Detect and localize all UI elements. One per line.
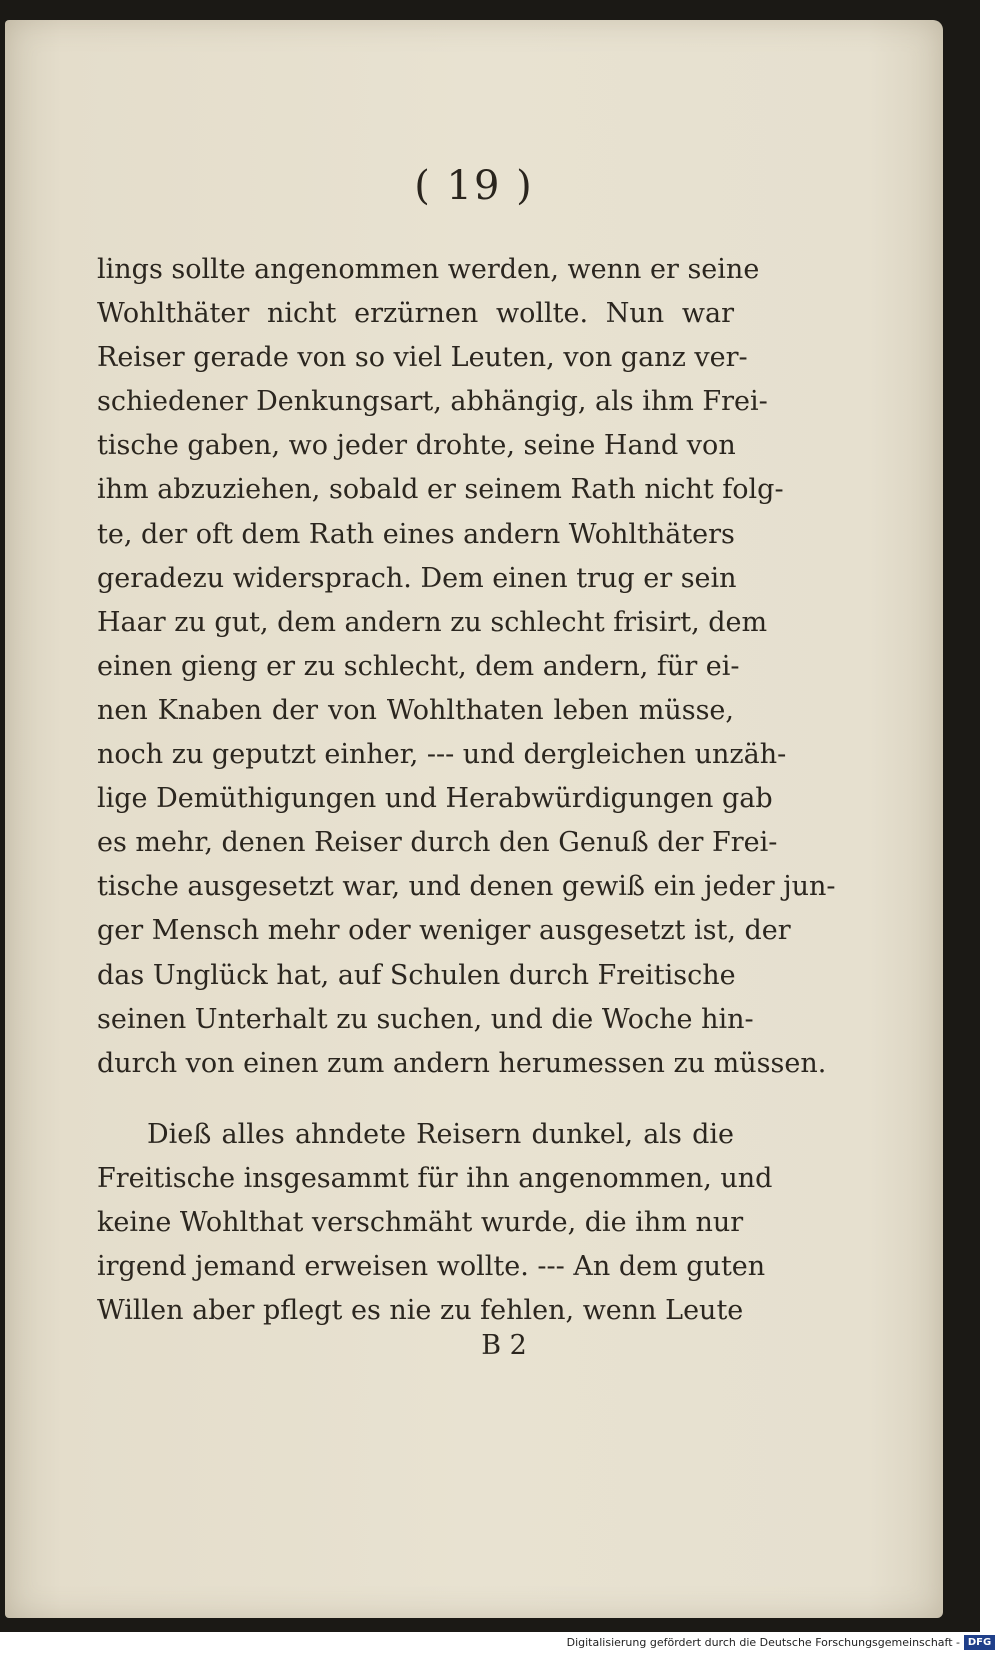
text-line: schiedener Denkungsart, abhängig, als ihm Frei- xyxy=(97,386,768,418)
text-line: Freitische insgesammt für ihn angenommen, und xyxy=(97,1163,773,1195)
text-line: durch von einen zum andern herumessen zu müssen. xyxy=(97,1047,827,1079)
text-line: lings sollte angenommen werden, wenn er seine xyxy=(97,254,760,285)
text-line: ihm abzuziehen, sobald er seinem Rath nicht folg- xyxy=(97,474,784,506)
text-line: Reiser gerade von so viel Leuten, von ganz ver- xyxy=(97,342,748,374)
text-line: einen gieng er zu schlecht, dem andern, für ei- xyxy=(97,650,740,682)
text-line: Willen aber pflegt es nie zu fehlen, wenn Leute xyxy=(97,1295,744,1327)
digitization-credit: Digitalisierung gefördert durch die Deutsche Forschungsgemeinschaft - xyxy=(566,1636,960,1649)
text-line: tische gaben, wo jeder drohte, seine Hand von xyxy=(97,430,736,462)
paragraph-2 xyxy=(97,1113,773,1333)
text-line: geradezu widersprach. Dem einen trug er sein xyxy=(97,562,737,594)
text-line: Wohlthäter nicht erzürnen wollte. Nun war xyxy=(97,298,734,330)
text-line: lige Demüthigungen und Herabwürdigungen gab xyxy=(97,783,773,815)
text-line: nen Knaben der von Wohlthaten leben müsse, xyxy=(97,694,734,726)
text-line: Haar zu gut, dem andern zu schlecht frisirt, dem xyxy=(97,606,768,638)
book-page xyxy=(5,20,943,1618)
dfg-logo: DFG xyxy=(964,1635,995,1650)
text-line: das Unglück hat, auf Schulen durch Freitische xyxy=(97,959,736,991)
text-line: seinen Unterhalt zu suchen, und die Woche hin- xyxy=(97,1003,754,1035)
text-line: te, der oft dem Rath eines andern Wohlthäters xyxy=(97,518,735,550)
text-line: irgend jemand erweisen wollte. --- An dem guten xyxy=(97,1251,766,1283)
text-line: noch zu geputzt einher, --- und dergleichen unzäh- xyxy=(97,739,787,771)
paragraph-1 xyxy=(97,248,836,1086)
text-line: tische ausgesetzt war, und denen gewiß ein jeder jun- xyxy=(97,871,836,903)
text-line: Dieß alles ahndete Reisern dunkel, als die xyxy=(147,1119,734,1150)
page-number: ( 19 ) xyxy=(414,163,534,209)
text-line: keine Wohlthat verschmäht wurde, die ihm nur xyxy=(97,1207,744,1239)
text-line: ger Mensch mehr oder weniger ausgesetzt ist, der xyxy=(97,915,791,947)
signature-mark: B 2 xyxy=(481,1330,527,1361)
text-line: es mehr, denen Reiser durch den Genuß der Frei- xyxy=(97,827,778,859)
